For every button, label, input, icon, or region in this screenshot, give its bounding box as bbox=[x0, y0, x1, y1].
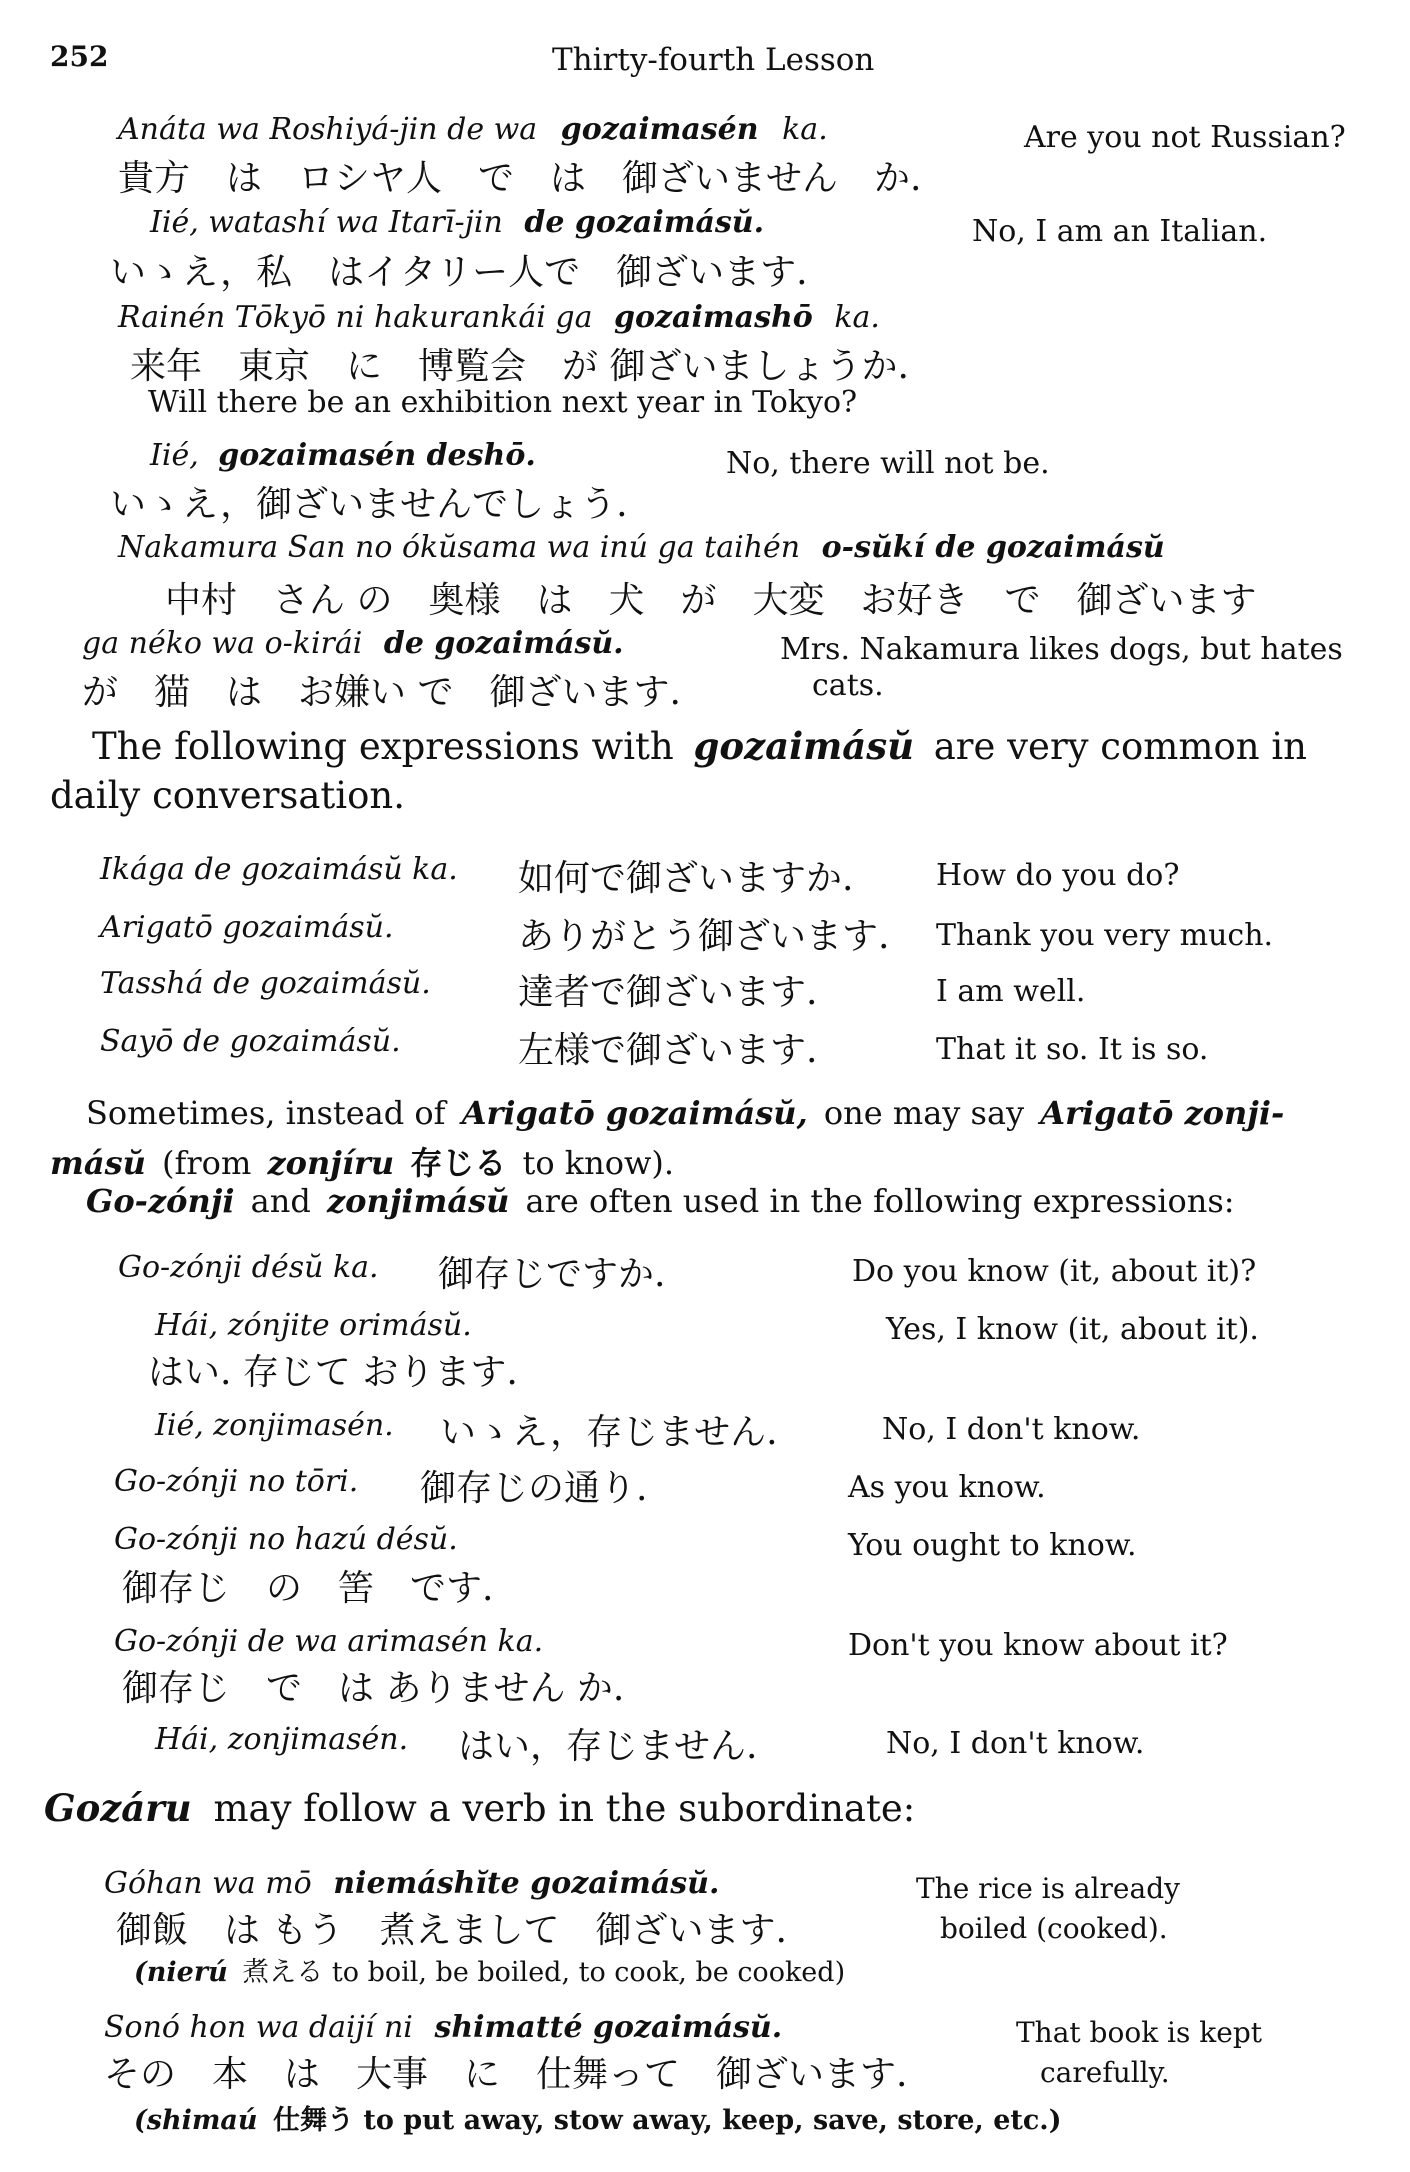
section-1-intro-line-1: The following expressions with gozaimásŭ are very common in bbox=[92, 724, 1308, 768]
example-2-japanese: いゝえ，私 はイタリー人で 御ざいます. bbox=[110, 252, 808, 293]
page-number: 252 bbox=[50, 40, 109, 73]
zonji-row-7-japanese: はい，存じません. bbox=[458, 1726, 758, 1767]
expression-row-1-romaji: Ikága de gozaimásŭ ka. bbox=[100, 852, 458, 887]
zonji-row-2-romaji: Hái, zónjite orimásŭ. bbox=[155, 1308, 472, 1343]
example-1-romaji: Anáta wa Roshiyá-jin de wa gozaimasén ka. bbox=[118, 112, 828, 147]
expression-row-3-romaji: Tasshá de gozaimásŭ. bbox=[100, 966, 431, 1001]
zonji-row-6-romaji: Go-zónji de wa arimasén ka. bbox=[114, 1624, 544, 1659]
example-5-japanese-line-1: 中村 さん の 奥様 は 犬 が 大変 お好き で 御ざいます bbox=[165, 580, 1257, 621]
example-5-romaji-line-2: ga néko wa o-kirái de gozaimásŭ. bbox=[82, 626, 624, 661]
example-7-english-line-1: That book is kept bbox=[1016, 2016, 1262, 2049]
example-6-note: (nierú 煮える to boil, be boiled, to cook, be cooked) bbox=[134, 1957, 846, 1988]
example-6-romaji: Góhan wa mō niemáshĭte gozaimásŭ. bbox=[104, 1866, 720, 1901]
example-4-english: No, there will not be. bbox=[726, 446, 1050, 481]
expression-row-4-romaji: Sayō de gozaimásŭ. bbox=[100, 1024, 401, 1059]
example-6-japanese: 御飯 は もう 煮えまして 御ざいます. bbox=[116, 1910, 787, 1951]
zonji-row-1-english: Do you know (it, about it)? bbox=[852, 1254, 1257, 1289]
example-1-japanese: 貴方 は ロシヤ人 で は 御ざいません か. bbox=[118, 158, 922, 199]
zonji-row-7-english: No, I don't know. bbox=[886, 1726, 1145, 1761]
zonji-row-4-romaji: Go-zónji no tōri. bbox=[114, 1464, 359, 1499]
sometimes-line-2: másŭ (from zonjíru 存じる to know). bbox=[50, 1144, 675, 1182]
example-7-english-line-2: carefully. bbox=[1040, 2056, 1170, 2089]
example-6-english-line-1: The rice is already bbox=[916, 1872, 1180, 1905]
zonji-row-4-japanese: 御存じの通り. bbox=[420, 1468, 648, 1509]
expression-row-4-english: That it so. It is so. bbox=[936, 1032, 1209, 1067]
zonji-row-7-romaji: Hái, zonjimasén. bbox=[155, 1722, 409, 1757]
zonji-row-6-japanese: 御存じ で は ありません か. bbox=[122, 1668, 625, 1709]
expression-row-2-japanese: ありがとう御ざいます. bbox=[518, 916, 890, 957]
zonji-row-2-japanese: はい. 存じて おります. bbox=[148, 1352, 518, 1393]
zonji-row-2-english: Yes, I know (it, about it). bbox=[886, 1312, 1259, 1347]
expression-row-2-romaji: Arigatō gozaimásŭ. bbox=[100, 910, 394, 945]
example-5-romaji-line-1: Nakamura San no ókŭsama wa inú ga taihén o-sŭkí de gozaimásŭ bbox=[118, 530, 1165, 565]
example-3-romaji: Rainén Tōkyō ni hakurankái ga gozaimashō ka. bbox=[118, 300, 880, 335]
expression-row-4-japanese: 左様で御ざいます. bbox=[518, 1030, 818, 1071]
zonji-row-5-japanese: 御存じ の 筈 です. bbox=[122, 1568, 494, 1609]
expression-row-1-japanese: 如何で御ざいますか. bbox=[518, 858, 854, 899]
expression-row-3-japanese: 達者で御ざいます. bbox=[518, 972, 818, 1013]
zonji-row-6-english: Don't you know about it? bbox=[848, 1628, 1228, 1663]
page-title: Thirty-fourth Lesson bbox=[552, 42, 875, 78]
zonji-row-5-romaji: Go-zónji no hazú désŭ. bbox=[114, 1522, 458, 1557]
example-4-japanese: いゝえ，御ざいませんでしょう. bbox=[110, 484, 628, 525]
example-1-english: Are you not Russian? bbox=[1024, 120, 1346, 155]
zonji-row-3-english: No, I don't know. bbox=[882, 1412, 1141, 1447]
zonji-row-3-japanese: いゝえ，存じません. bbox=[440, 1412, 778, 1453]
zonji-row-4-english: As you know. bbox=[848, 1470, 1046, 1505]
zonji-row-1-japanese: 御存じですか. bbox=[438, 1254, 666, 1295]
example-4-romaji: Iié, gozaimasén deshō. bbox=[150, 438, 536, 473]
expression-row-3-english: I am well. bbox=[936, 974, 1086, 1009]
example-2-english: No, I am an Italian. bbox=[972, 214, 1268, 249]
example-5-english-line-1: Mrs. Nakamura likes dogs, but hates bbox=[780, 632, 1343, 667]
example-3-english: Will there be an exhibition next year in Tokyo? bbox=[148, 385, 858, 420]
example-7-romaji: Sonó hon wa daijí ni shimatté gozaimásŭ. bbox=[104, 2010, 783, 2045]
example-5-japanese-line-2: が 猫 は お嫌い で 御ざいます. bbox=[82, 672, 681, 713]
sometimes-line-1: Sometimes, instead of Arigatō gozaimásŭ, one may say Arigatō zonji- bbox=[86, 1094, 1285, 1132]
expression-row-2-english: Thank you very much. bbox=[936, 918, 1274, 953]
zonji-row-1-romaji: Go-zónji désŭ ka. bbox=[118, 1250, 379, 1285]
zonji-row-3-romaji: Iié, zonjimasén. bbox=[155, 1408, 394, 1443]
example-7-note: (shimaú 仕舞う to put away, stow away, keep, save, store, etc.) bbox=[134, 2105, 1062, 2136]
example-3-japanese: 来年 東京 に 博覧会 が 御ざいましょうか. bbox=[130, 346, 909, 387]
sometimes-line-3: Go-zónji and zonjimásŭ are often used in the following expressions: bbox=[86, 1182, 1235, 1220]
zonji-row-5-english: You ought to know. bbox=[848, 1528, 1137, 1563]
example-6-english-line-2: boiled (cooked). bbox=[940, 1912, 1168, 1945]
example-5-english-line-2: cats. bbox=[812, 668, 884, 703]
section-1-intro-line-2: daily conversation. bbox=[50, 774, 406, 817]
expression-row-1-english: How do you do? bbox=[936, 858, 1180, 893]
gozaru-intro: Gozáru may follow a verb in the subordinate: bbox=[44, 1786, 916, 1830]
example-7-japanese: その 本 は 大事 に 仕舞って 御ざいます. bbox=[104, 2054, 908, 2095]
example-2-romaji: Iié, watashí wa Itarī-jin de gozaimásŭ. bbox=[150, 205, 765, 240]
